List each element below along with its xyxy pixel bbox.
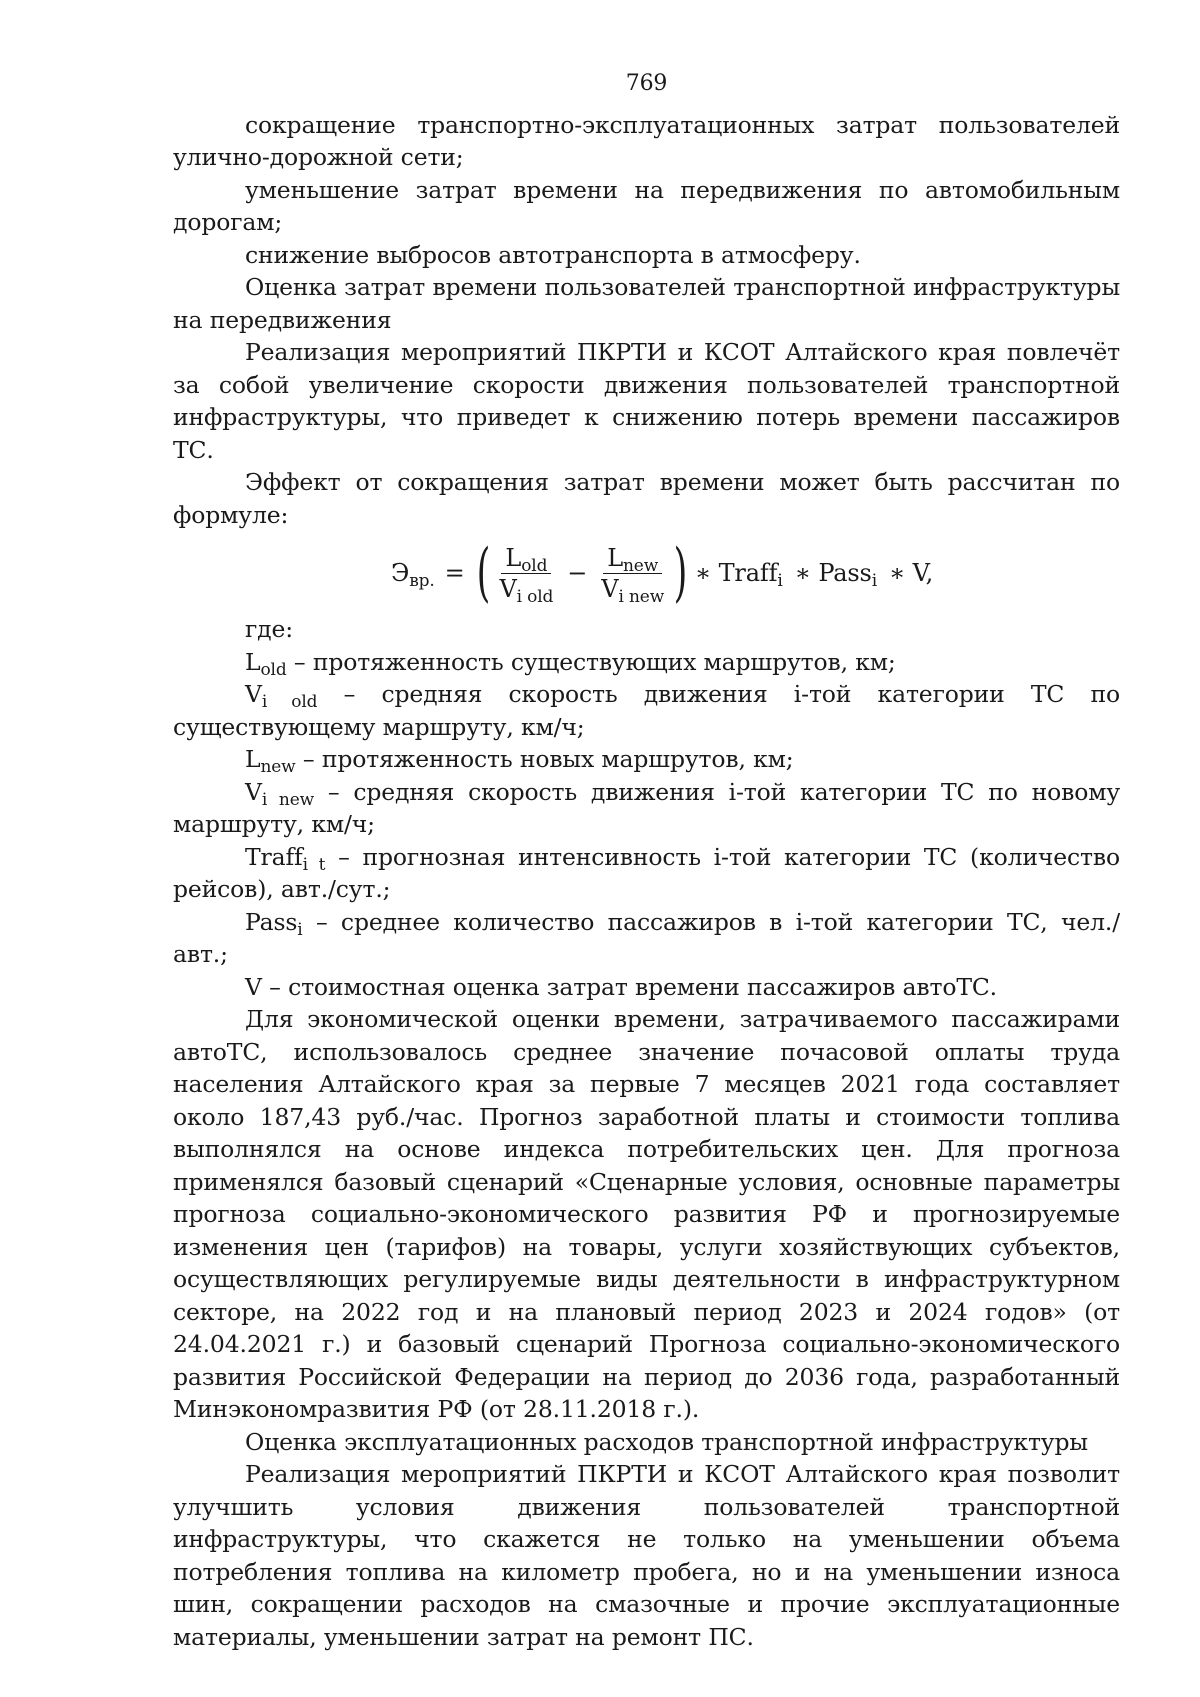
paragraph: сокращение транспортно-эксплуатационных затрат пользователей улично-дорожной сети;: [173, 110, 1120, 171]
paragraph: снижение выбросов автотранспорта в атмосферу.: [245, 240, 861, 269]
fraction-numerator: $L_{old}$: [501, 543, 551, 574]
fraction-denominator: $V_{i old}$: [499, 574, 554, 607]
where-label: где:: [245, 615, 294, 643]
fraction-new: [597, 543, 668, 607]
fraction-numerator: $L_{new}$: [603, 543, 662, 574]
formula-minus: −: [567, 558, 588, 587]
section-heading: Оценка затрат времени пользователей транспортной инфраструктуры на передвижения: [173, 273, 1120, 334]
paragraph: Реализация мероприятий ПКРТИ и КСОТ Алтайского края повлечёт за собой увеличение скорости движения пользователей транспортной инфраструктуры, что приведет к снижению потерь времени пассажиров ТС.: [173, 338, 1120, 464]
formula: [391, 537, 1120, 609]
formula-equals: =: [444, 558, 465, 587]
variable-definition: $V_{i old}$ – средняя скорость движения i-той категории ТС по существующему маршруту, км/ч;: [173, 680, 1120, 741]
formula-lhs: $Э_{вр.}$: [391, 558, 435, 591]
fraction-denominator: $V_{i new}$: [601, 574, 665, 607]
formula-v: ∗ V,: [889, 558, 934, 587]
variable-definition: Pass$_i$ – среднее количество пассажиров в i-той категории ТС, чел./авт.;: [173, 907, 1120, 968]
paragraph: уменьшение затрат времени на передвижения по автомобильным дорогам;: [173, 175, 1120, 236]
document-page: [173, 68, 1120, 1653]
paragraph: Эффект от сокращения затрат времени может быть рассчитан по формуле:: [173, 468, 1120, 529]
right-paren: ): [673, 536, 688, 610]
variable-definition: $V_{i new}$ – средняя скорость движения i-той категории ТС по новому маршруту, км/ч;: [173, 777, 1120, 838]
variable-definition: $L_{old}$ – протяженность существующих маршрутов, км;: [245, 647, 896, 680]
formula-traff: ∗ Traff$_i$: [694, 558, 783, 591]
variable-definition: $L_{new}$ – протяженность новых маршрутов, км;: [245, 745, 794, 777]
paragraph: Реализация мероприятий ПКРТИ и КСОТ Алтайского края позволит улучшить условия движения пользователей транспортной инфраструктуры, что скажется не только на уменьшении объема потребления топлива на километр пробега, но и на уменьшении износа шин, сокращении расходов на смазочные и прочие эксплуатационные материалы, уменьшении затрат на ремонт ПС.: [173, 1460, 1120, 1651]
left-paren: (: [476, 536, 490, 610]
formula-pass: ∗ Pass$_i$: [794, 558, 878, 591]
paragraph: Для экономической оценки времени, затрачиваемого пассажирами автоТС, использовалось среднее значение почасовой оплаты труда населения Алтайского края за первые 7 месяцев 2021 года составляет около 187,43 руб./час. Прогноз заработной платы и стоимости топлива выполнялся на основе индекса потребительских цен. Для прогноза применялся базовый сценарий «Сценарные условия, основные параметры прогноза социально-экономического развития РФ и прогнозируемые изменения цен (тарифов) на товары, услуги хозяйствующих субъектов, осуществляющих регулируемые виды деятельности в инфраструктурном секторе, на 2022 год и на плановый период 2023 и 2024 годов» (от 24.04.2021 г.) и базовый сценарий Прогноза социально-экономического развития Российской Федерации на период до 2036 года, разработанный Минэкономразвития РФ (от 28.11.2018 г.).: [173, 1005, 1120, 1423]
variable-definition: V – стоимостная оценка затрат времени пассажиров автоТС.: [245, 972, 998, 1001]
fraction-old: [495, 543, 557, 607]
variable-definition: Traff$_{i t}$ – прогнозная интенсивность i-той категории ТС (количество рейсов), авт./сут.;: [173, 842, 1120, 903]
page-number: 769: [625, 71, 668, 96]
section-heading: Оценка эксплуатационных расходов транспортной инфраструктуры: [245, 1427, 1088, 1456]
